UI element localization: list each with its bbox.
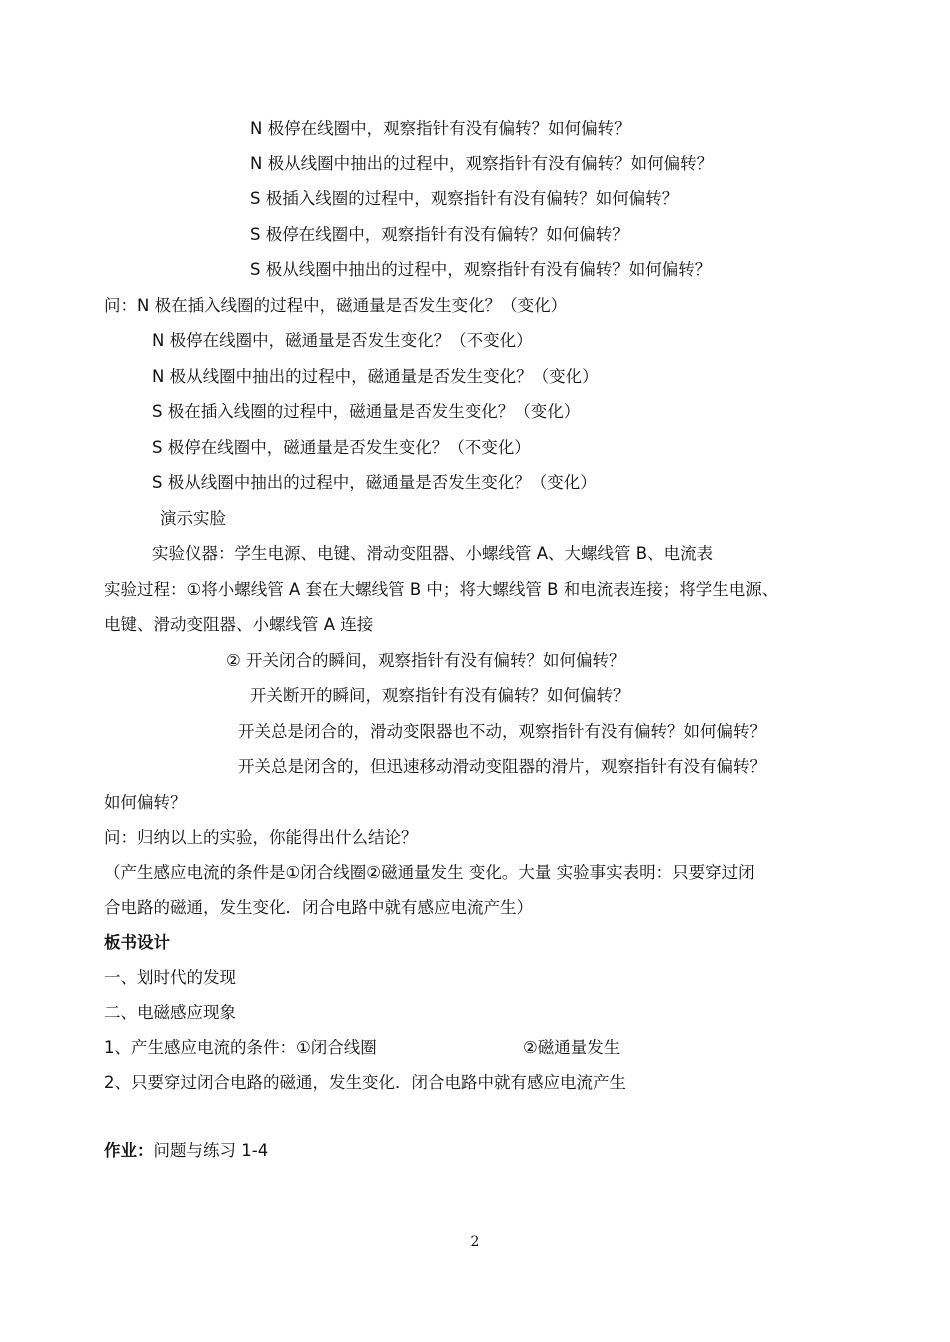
demo-heading: 演示实脸 xyxy=(160,509,226,528)
text-line: S 极从线圈中抽出的过程中，观察指针有没有偏转？如何偏转？ xyxy=(250,260,712,279)
procedure-line: 电键、滑动变阻器、小螺线管 A 连接 xyxy=(104,615,374,634)
step-line: ② 开关闭合的瞬间，观察指针有没有偏转？如何偏转？ xyxy=(226,651,626,670)
text-line: S 极插入线圈的过程中，观察指针有没有偏转？如何偏转？ xyxy=(250,189,679,208)
step-line: 开关总是闭含的，但迅速移动滑动变阻器的滑片，观察指针有没有偏转？ xyxy=(238,757,766,776)
homework-text: 问题与练习 1-4 xyxy=(153,1141,269,1160)
board-design-heading: 板书设计 xyxy=(104,933,170,952)
text-line: N 极停在线圈中，观察指针有没有偏转？如何偏转？ xyxy=(250,119,631,138)
question-line: N 极从线圈中抽出的过程中，磁通量是否发生变化？（变化） xyxy=(152,367,599,386)
homework-line xyxy=(104,1140,268,1162)
board-item: 二、电磁感应现象 xyxy=(104,1003,236,1022)
equipment-line: 实验仪器：学生电源、电键、滑动变阻器、小螺线管 A、大螺线管 B、电流表 xyxy=(152,544,714,563)
question-line: S 极从线圈中抽出的过程中，磁通量是否发生变化？（变化） xyxy=(152,473,597,492)
ask-line: 问：归纳以上的实验，你能得出什么结论？ xyxy=(104,828,418,847)
question-line: S 极停在线圈中，磁通量是否发生变化？（不变化） xyxy=(152,438,531,457)
procedure-line: 实验过程：①将小螺线管 A 套在大螺线管 B 中；将大螺线管 B 和电流表连接；将学生电源、 xyxy=(104,580,779,599)
text-line: N 极从线圈中抽出的过程中，观察指针有没有偏转？如何偏转？ xyxy=(250,154,714,173)
board-item: 2、只要穿过闭合电路的磁通，发生变化．闭合电路中就有感应电流产生 xyxy=(104,1073,626,1092)
question-line: N 极停在线圈中，磁通量是否发生变化？（不变化） xyxy=(152,331,533,350)
step-line: 开关总是闭合的，滑动变限器也不动，观察指针有没有偏转？如何偏转？ xyxy=(238,722,766,741)
board-item: 1、产生感应电流的条件：①闭合线圈 xyxy=(104,1038,377,1057)
question-line: S 极在插入线圈的过程中，磁通量是否发生变化？（变化） xyxy=(152,402,581,421)
question-line: 问：N 极在插入线圈的过程中，磁通量是否发生变化？（变化） xyxy=(104,296,568,315)
page-number: 2 xyxy=(470,1234,480,1250)
step-line: 开关断开的瞬间，观察指针有没有偏转？如何偏转？ xyxy=(250,686,630,705)
step-line: 如何偏转？ xyxy=(104,793,187,812)
conclusion-line: 合电路的磁通，发生变化．闭合电路中就有感应电流产生） xyxy=(104,898,533,917)
board-item: 一、划时代的发现 xyxy=(104,968,236,987)
text-line: S 极停在线圈中，观察指针有没有偏转？如何偏转？ xyxy=(250,225,629,244)
conclusion-line: （产生感应电流的条件是①闭合线圈②磁通量发生 变化。大量 实验事实表明：只要穿过闭 xyxy=(104,863,755,882)
homework-label: 作业： xyxy=(104,1141,154,1160)
board-item: ②磁通量发生 xyxy=(523,1038,621,1057)
